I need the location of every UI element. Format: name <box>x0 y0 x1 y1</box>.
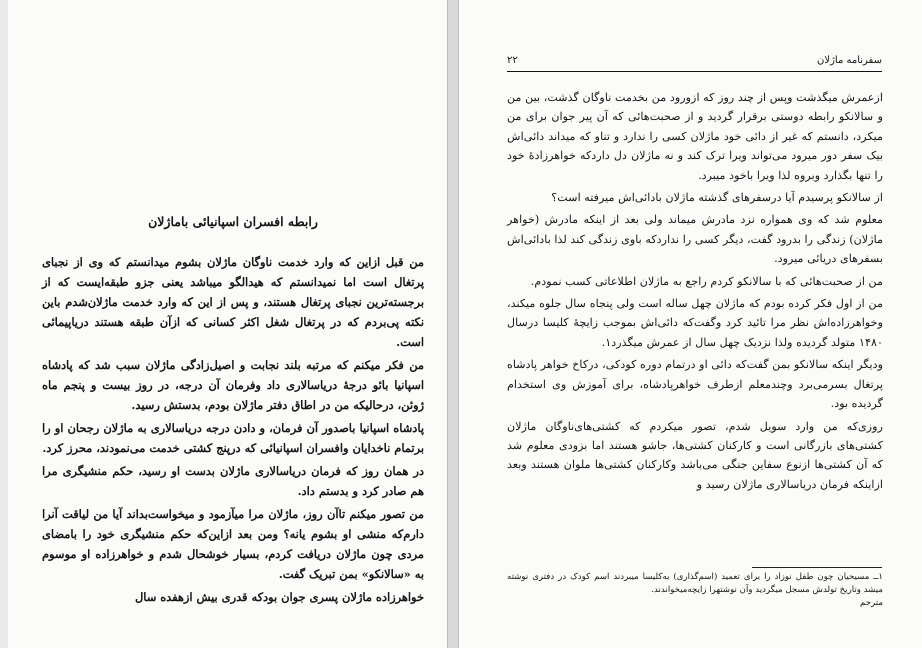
paragraph: معلوم شد که وی همواره نزد مادرش میماند ولی بعد از اینکه مادرش (خواهر ماژلان) زندگی را بدرود گفت، دیگر کسی را نداردکه باوی زندگی کند لذا بادائی‌اش بسفرهای دریائی میرود. <box>507 213 883 266</box>
left-page <box>8 0 448 648</box>
footnote-divider <box>752 567 882 568</box>
right-page <box>458 0 922 648</box>
book-gutter <box>448 0 458 648</box>
footnote-text: ۱ــ مسیحیان چون طفل نوزاد را برای تعمید (اسم‌گذاری) به‌کلیسا میبردند اسم کودک در دفتری نوشته میشد وتاریخ تولدش مسجل میگردید وآن نوشتهرا زایچه‌میخواندند. <box>507 572 883 595</box>
footnote <box>507 571 883 610</box>
right-page-body <box>507 88 883 497</box>
footnote-attribution: مترجم <box>860 598 883 608</box>
paragraph: من فکر میکنم که مرتبه بلند نجابت و اصیل‌زادگی ماژلان سبب شد که پادشاه اسپانیا بائو درجهٔ دریاسالاری داد وفرمان آن درجه، در روز بیست و پنجم ماه ژوئن، درحالیکه من در اطاق دفتر ماژلان بودم، بدستش رسید. <box>42 358 424 412</box>
page-number: ۲۲ <box>507 55 518 66</box>
paragraph: در همان روز که فرمان دریاسالاری ماژلان بدست او رسید، حکم منشیگری مرا هم صادر کرد و بدستم داد. <box>42 464 424 498</box>
paragraph: از سالانکو پرسیدم آیا درسفرهای گذشته ماژلان بادائی‌اش میرفته است؟ <box>551 191 883 205</box>
paragraph: من از اول فکر کرده بودم که ماژلان چهل ساله است ولی پنجاه سال جلوه میکند، وخواهرزاده‌اش نظر مرا تائید کرد وگفت‌که دائی‌اش بموجب زایچهٔ کلیسا درسال ۱۴۸۰ متولد گردیده ولذا نزدیک چهل سال از عمرش میگذرد۱. <box>507 297 883 349</box>
paragraph: من قبل ازاین که وارد خدمت ناوگان ماژلان بشوم میدانستم که وی از نجبای پرتغال است اما نمیدانستم که هیدالگو میباشد یعنی جزو طبقه‌ایست که از برجسته‌ترین نجبای پرتغال هستند، و پس از این که وارد خدمت ماژلان‌شدم باین نکته پی‌بردم که در پرتغال شغل اکثر کسانی که ازآن طبقه هستند دریاپیمائی است. <box>42 255 424 349</box>
paragraph: ازعمرش میگذشت وپس از چند روز که ازورود من بخدمت ناوگان گذشت، بین من و سالانکو رابطه دوستی برقرار گردید و از صحبت‌هائی که آن پیر جوان برای من میکرد، دانستم که غیر از دائی خود ماژلان کسی را ندارد و تناو که میداند دائی‌اش بیک سفر دور میرود می‌تواند ویرا ترک کند و نه ماژلان دل داردکه خواهرزادهٔ خود را تنها بگذارد وبروه لذا ویرا باخود میبرد. <box>507 91 883 182</box>
paragraph: وديگر اینکه سالانکو بمن گفت‌که دائی او درتمام دوره کودکی، درکاخ خواهر پادشاه پرتغال بسرمی‌برد وچندمعلم ازطرف خواهرپادشاه، برای آموزش وی استخدام گردیده بود. <box>507 358 883 411</box>
paragraph: من تصور میکنم تاآن روز، ماژلان مرا میآزمود و میخواست‌بداند آیا من لیاقت آنرا دارم‌که منشی او بشوم یانه؟ ومن بعد ازاین‌که حکم منشیگری خود را بامضای مردی چون ماژلان دریافت کردم، بسیار خوشحال شدم و خواهرزاده او موسوم به «سالانکو» بمن تبریک گفت. <box>42 507 424 581</box>
paragraph: خواهرزاده ماژلان پسری جوان بودکه قدری بیش ازهفده سال <box>134 590 424 604</box>
left-page-body <box>42 252 424 610</box>
paragraph: روزی‌که من وارد سویل شدم، تصور میکردم که کشتی‌های‌ناوگان ماژلان کشتی‌های بازرگانی است و کارکنان کشتی‌ها، جاشو هستند اما بزودی معلوم شد که آن کشتی‌ها ازنوع سفاین جنگی می‌باشد وکارکنان کشتی‌ها ملوان هستند وبعد ازاینکه فرمان دریاسالاری ماژلان رسید و <box>507 419 883 491</box>
paragraph: پادشاه اسپانیا باصدور آن فرمان، و دادن درجه دریاسالاری به ماژلان رجحان او را برتمام ناخدایان وافسران اسپانیائی که درپنج کشتی خدمت می‌نمودند، محرز کرد. <box>42 421 424 455</box>
section-title: رابطه افسران اسپانیائی باماژلان <box>148 214 318 229</box>
running-title: سفرنامه ماژلان <box>817 55 882 66</box>
paragraph: من از صحبت‌هائی که با سالانکو کردم راجع به ماژلان اطلاعاتی کسب نمودم. <box>530 274 883 288</box>
running-head <box>507 55 882 72</box>
